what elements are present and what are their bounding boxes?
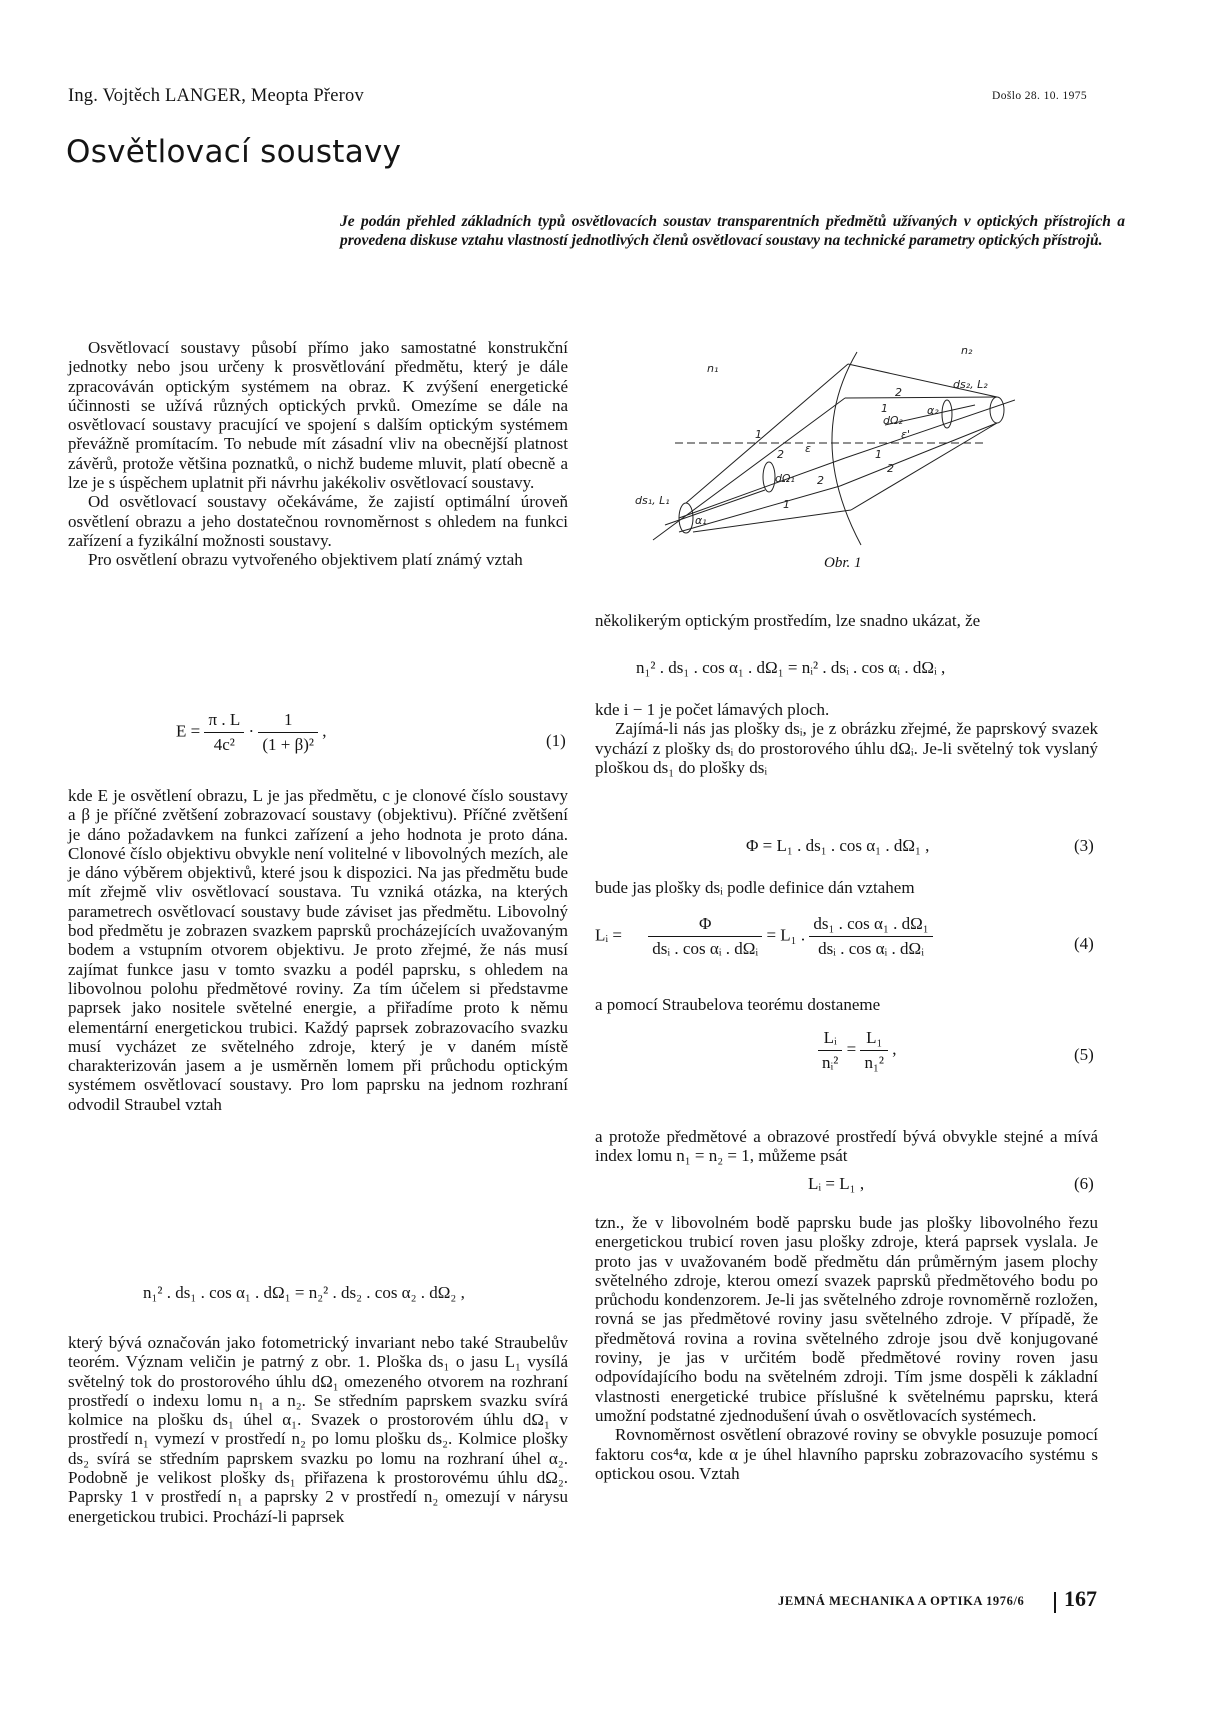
general-invariant-equation: n₁² . ds₁ . cos α₁ . dΩ₁ = nᵢ² . dsᵢ . cos αᵢ . dΩᵢ , <box>636 658 946 677</box>
equation-number: (1) <box>546 731 566 750</box>
equation-number: (5) <box>1074 1045 1094 1064</box>
equation-4: Lᵢ = $\frac{\Phi}{\text{dsᵢ . cos αᵢ . dΩᵢ}}$ = L₁ . $\frac{\text{ds₁ . cos α₁ . dΩ₁}}{\text{dsᵢ . cos αᵢ . dΩᵢ}}$ <box>595 914 933 959</box>
left-column-end <box>68 1333 568 1526</box>
article-title: Osvětlovací soustavy <box>66 134 402 170</box>
equation-number: (3) <box>1074 836 1094 855</box>
fraction: $\frac{\text{L₁}}{\text{n₁²}}$ <box>860 1028 888 1073</box>
received-date: Došlo 28. 10. 1975 <box>992 90 1088 102</box>
label-ray2: 2 <box>817 474 824 487</box>
paragraph: kde i − 1 je počet lámavých ploch. <box>595 700 830 719</box>
label-n2: n₂ <box>961 344 973 357</box>
paragraph: několikerým optickým prostředím, lze snadno ukázat, že <box>595 611 981 630</box>
paragraph: a pomocí Straubelova teorému dostaneme <box>595 995 881 1014</box>
fraction: $\frac{1}{\text{(1 + β)²}}$ <box>258 710 318 755</box>
equation-number: (6) <box>1074 1174 1094 1193</box>
label-ray1: 1 <box>755 428 762 441</box>
equation-5: $\frac{\text{Lᵢ}}{\text{nᵢ²}}$ = $\frac{\text{L₁}}{\text{n₁²}}$ , <box>818 1028 897 1073</box>
paragraph: bude jas plošky dsᵢ podle definice dán vztahem <box>595 878 915 897</box>
label-ds1: ds₁, L₁ <box>635 494 670 507</box>
paragraph: kde E je osvětlení obrazu, L je jas předmětu, c je clonové číslo soustavy a β je příčné zvětšení zobrazovací soustavy (objektivu). Příčné zvětšení je dáno požadavkem na funkci zařízení a jeho hodnota je proto dána. Clonové číslo objektivu obvykle není volitelné v libovolných mezích, ale je dáno výběrem objektivů, které jsou k dispozici. Na jas předmětu bude mít zřejmě vliv osvětlovací soustava. Tu vzniká otázka, na kterých parametrech osvětlovací soustavy bude záviset jas předmětu. Libovolný bod předmětu je zobrazen svazkem paprsků procházejících uvažovaným bodem a vstupním otvorem objektivu. Je proto zřejmé, že nás musí zajímat funkce jasu v tomto svazku a podél paprsku, s ohledem na libovolnou polohu předmětové roviny. Za tím účelem si představme paprsek jako nositele světelné energie, a přiřadíme proto k němu elementární energetickou trubici. Každý paprsek zobrazovacího svazku musí vycházet ze světelného zdroje, který je v daném místě charakterizován jasem a je usměrněn lomem při průchodu optickým systémem osvětlovací soustavy. Pro lom paprsku na jednom rozhraní odvodil Straubel vztah <box>68 786 568 1114</box>
label-ray1: 1 <box>783 498 790 511</box>
label-ray1: 1 <box>881 402 888 415</box>
right-column-cont <box>595 1127 1098 1166</box>
label-n1: n₁ <box>707 362 719 375</box>
label-epsilon: ε <box>805 442 811 455</box>
paragraph: Pro osvětlení obrazu vytvořeného objektivem platí známý vztah <box>88 550 523 570</box>
left-column <box>68 338 568 570</box>
equation-3: Φ = L₁ . ds₁ . cos α₁ . dΩ₁ , <box>746 836 930 855</box>
equation-number: (4) <box>1074 934 1094 953</box>
right-column <box>595 611 1098 630</box>
label-domega2: dΩ₂ <box>883 414 903 427</box>
author-line: Ing. Vojtěch LANGER, Meopta Přerov <box>68 86 364 106</box>
fraction: $\frac{\Phi}{\text{dsᵢ . cos αᵢ . dΩᵢ}}$ <box>648 914 762 959</box>
paragraph: Rovnoměrnost osvětlení obrazové roviny se obvykle posuzuje pomocí faktoru cos⁴α, kde α je úhel hlavního paprsku zobrazovacího systému s optickou osou. Vztah <box>595 1425 1098 1483</box>
label-alpha2: α₂ <box>927 404 939 417</box>
abstract: Je podán přehled základních typů osvětlovacích soustav transparentních předmětů užívaných v optických přístrojích a provedena diskuse vztahu vlastností jednotlivých členů osvětlovací soustavy na technické parametry optických přístrojů. <box>340 213 1125 249</box>
label-ray2: 2 <box>887 462 894 475</box>
label-epsilon-prime: ε' <box>901 428 910 441</box>
paragraph: Zajímá-li nás jas plošky dsᵢ, je z obrázku zřejmé, že paprskový svazek vychází z plošky dsᵢ do prostorového úhlu dΩᵢ. Je-li světelný tok vyslaný ploškou ds₁ do plošky dsᵢ <box>595 719 1098 777</box>
paragraph: který bývá označován jako fotometrický invariant nebo také Straubelův teorém. Význam veličin je patrný z obr. 1. Ploška ds₁ o jasu L₁ vysílá světelný tok do prostorového úhlu dΩ₁ omezeného otvorem na rozhraní prostředí o indexu lomu n₁ a n₂. Se středním paprskem svazku svírá kolmice na plošku ds₁ úhel α₁. Svazek o prostorovém úhlu dΩ₁ v prostředí n₁ vymezí v prostředí n₂ po lomu plošku ds₂. Kolmice plošky ds₂ svírá se středním paprskem svazku po lomu na rozhraní úhel α₂. Podobně je velikost plošky ds₁ přiřazena k prostorovému úhlu dΩ₂. Paprsky 1 v prostředí n₁ a paprsky 2 v prostředí n₂ omezují v nárysu energetickou trubici. Prochází-li paprsek <box>68 1333 568 1526</box>
label-alpha1: α₁ <box>695 514 707 527</box>
left-column-cont <box>68 786 568 1114</box>
paragraph: Od osvětlovací soustavy očekáváme, že zajistí optimální úroveň osvětlení obrazu a jeho dostatečnou rovnoměrnost s ohledem na funkci zařízení a fyzikální možnosti soustavy. <box>68 492 568 550</box>
label-ray2: 2 <box>777 448 784 461</box>
footer-divider <box>1054 1592 1056 1613</box>
journal-footer: JEMNÁ MECHANIKA A OPTIKA 1976/6 <box>778 1594 1025 1608</box>
paragraph: Osvětlovací soustavy působí přímo jako samostatné konstrukční jednotky nebo jsou určeny k prosvětlování předmětu, který je dále zpracováván optickým systémem na obraz. K zvýšení energetické účinnosti se užívá různých optických prvků. Omezíme se dále na osvětlovací soustavy pracující ve spojení s dalším optickým systémem převážně promítacím. To nebude mít zásadní vliv na obecnější platnost závěrů, protože většina poznatků, o nichž budeme mluvit, platí obecně a lze je s úspěchem uplatnit při návrhu jakékoliv osvětlovací soustavy. <box>68 338 568 493</box>
fraction: $\frac{\text{Lᵢ}}{\text{nᵢ²}}$ <box>818 1028 842 1073</box>
figure-1-diagram <box>635 340 1015 550</box>
right-column-cont <box>595 700 1098 777</box>
label-ds2: ds₂, L₂ <box>953 378 988 391</box>
paragraph: a protože předmětové a obrazové prostředí bývá obvykle stejné a mívá index lomu n₁ = n₂ = 1, můžeme psát <box>595 1127 1098 1166</box>
label-ray2: 2 <box>895 386 902 399</box>
label-domega1: dΩ₁ <box>775 472 795 485</box>
interface-curve <box>832 352 861 545</box>
image-ellipse <box>990 397 1004 423</box>
label-ray1: 1 <box>875 448 882 461</box>
right-column-cont <box>595 995 1098 1014</box>
paragraph: tzn., že v libovolném bodě paprsku bude jas plošky libovolného řezu energetickou trubicí roven jasu plošky zdroje, která paprsek vyslala. Je proto jas v uvažovaném bodě předmětu dán průměrným jasem plochy světelného zdroje, kterou omezí svazek paprsků předmětového bodu po průchodu kondenzorem. Je-li jas světelného zdroje rovnoměrně rozložen, rovná se jas předmětové roviny jasu světelného zdroje. V případě, že předmětová rovina a rovina světelného zdroje jsou dvě konjugované roviny, je jas v určitém bodě předmětové roviny roven jasu odpovídajícího bodu na světelném zdroji. Tím jsme dospěli k základní vlastnosti energetické trubice příslušné k světelnému paprsku, která umožní podstatné zjednodušení úvah o osvětlovacích systémech. <box>595 1213 1098 1425</box>
page-number: 167 <box>1064 1586 1097 1611</box>
equation-1: E = $\frac{\pi . L}{\text{4c²}}$ · $\frac{1}{\text{(1 + β)²}}$ , <box>176 710 327 754</box>
aperture-ellipse-2 <box>942 400 952 428</box>
equation-6: Lᵢ = L₁ , <box>808 1174 865 1193</box>
right-column-cont <box>595 878 1098 897</box>
fraction: $\frac{\pi . L}{\text{4c²}}$ <box>204 710 244 755</box>
figure-caption: Obr. 1 <box>824 555 862 571</box>
right-column-end <box>595 1213 1098 1483</box>
straubel-equation: n₁² . ds₁ . cos α₁ . dΩ₁ = n₂² . ds₂ . cos α₂ . dΩ₂ , <box>143 1283 465 1302</box>
fraction: $\frac{\text{ds₁ . cos α₁ . dΩ₁}}{\text{dsᵢ . cos αᵢ . dΩᵢ}}$ <box>809 914 932 959</box>
